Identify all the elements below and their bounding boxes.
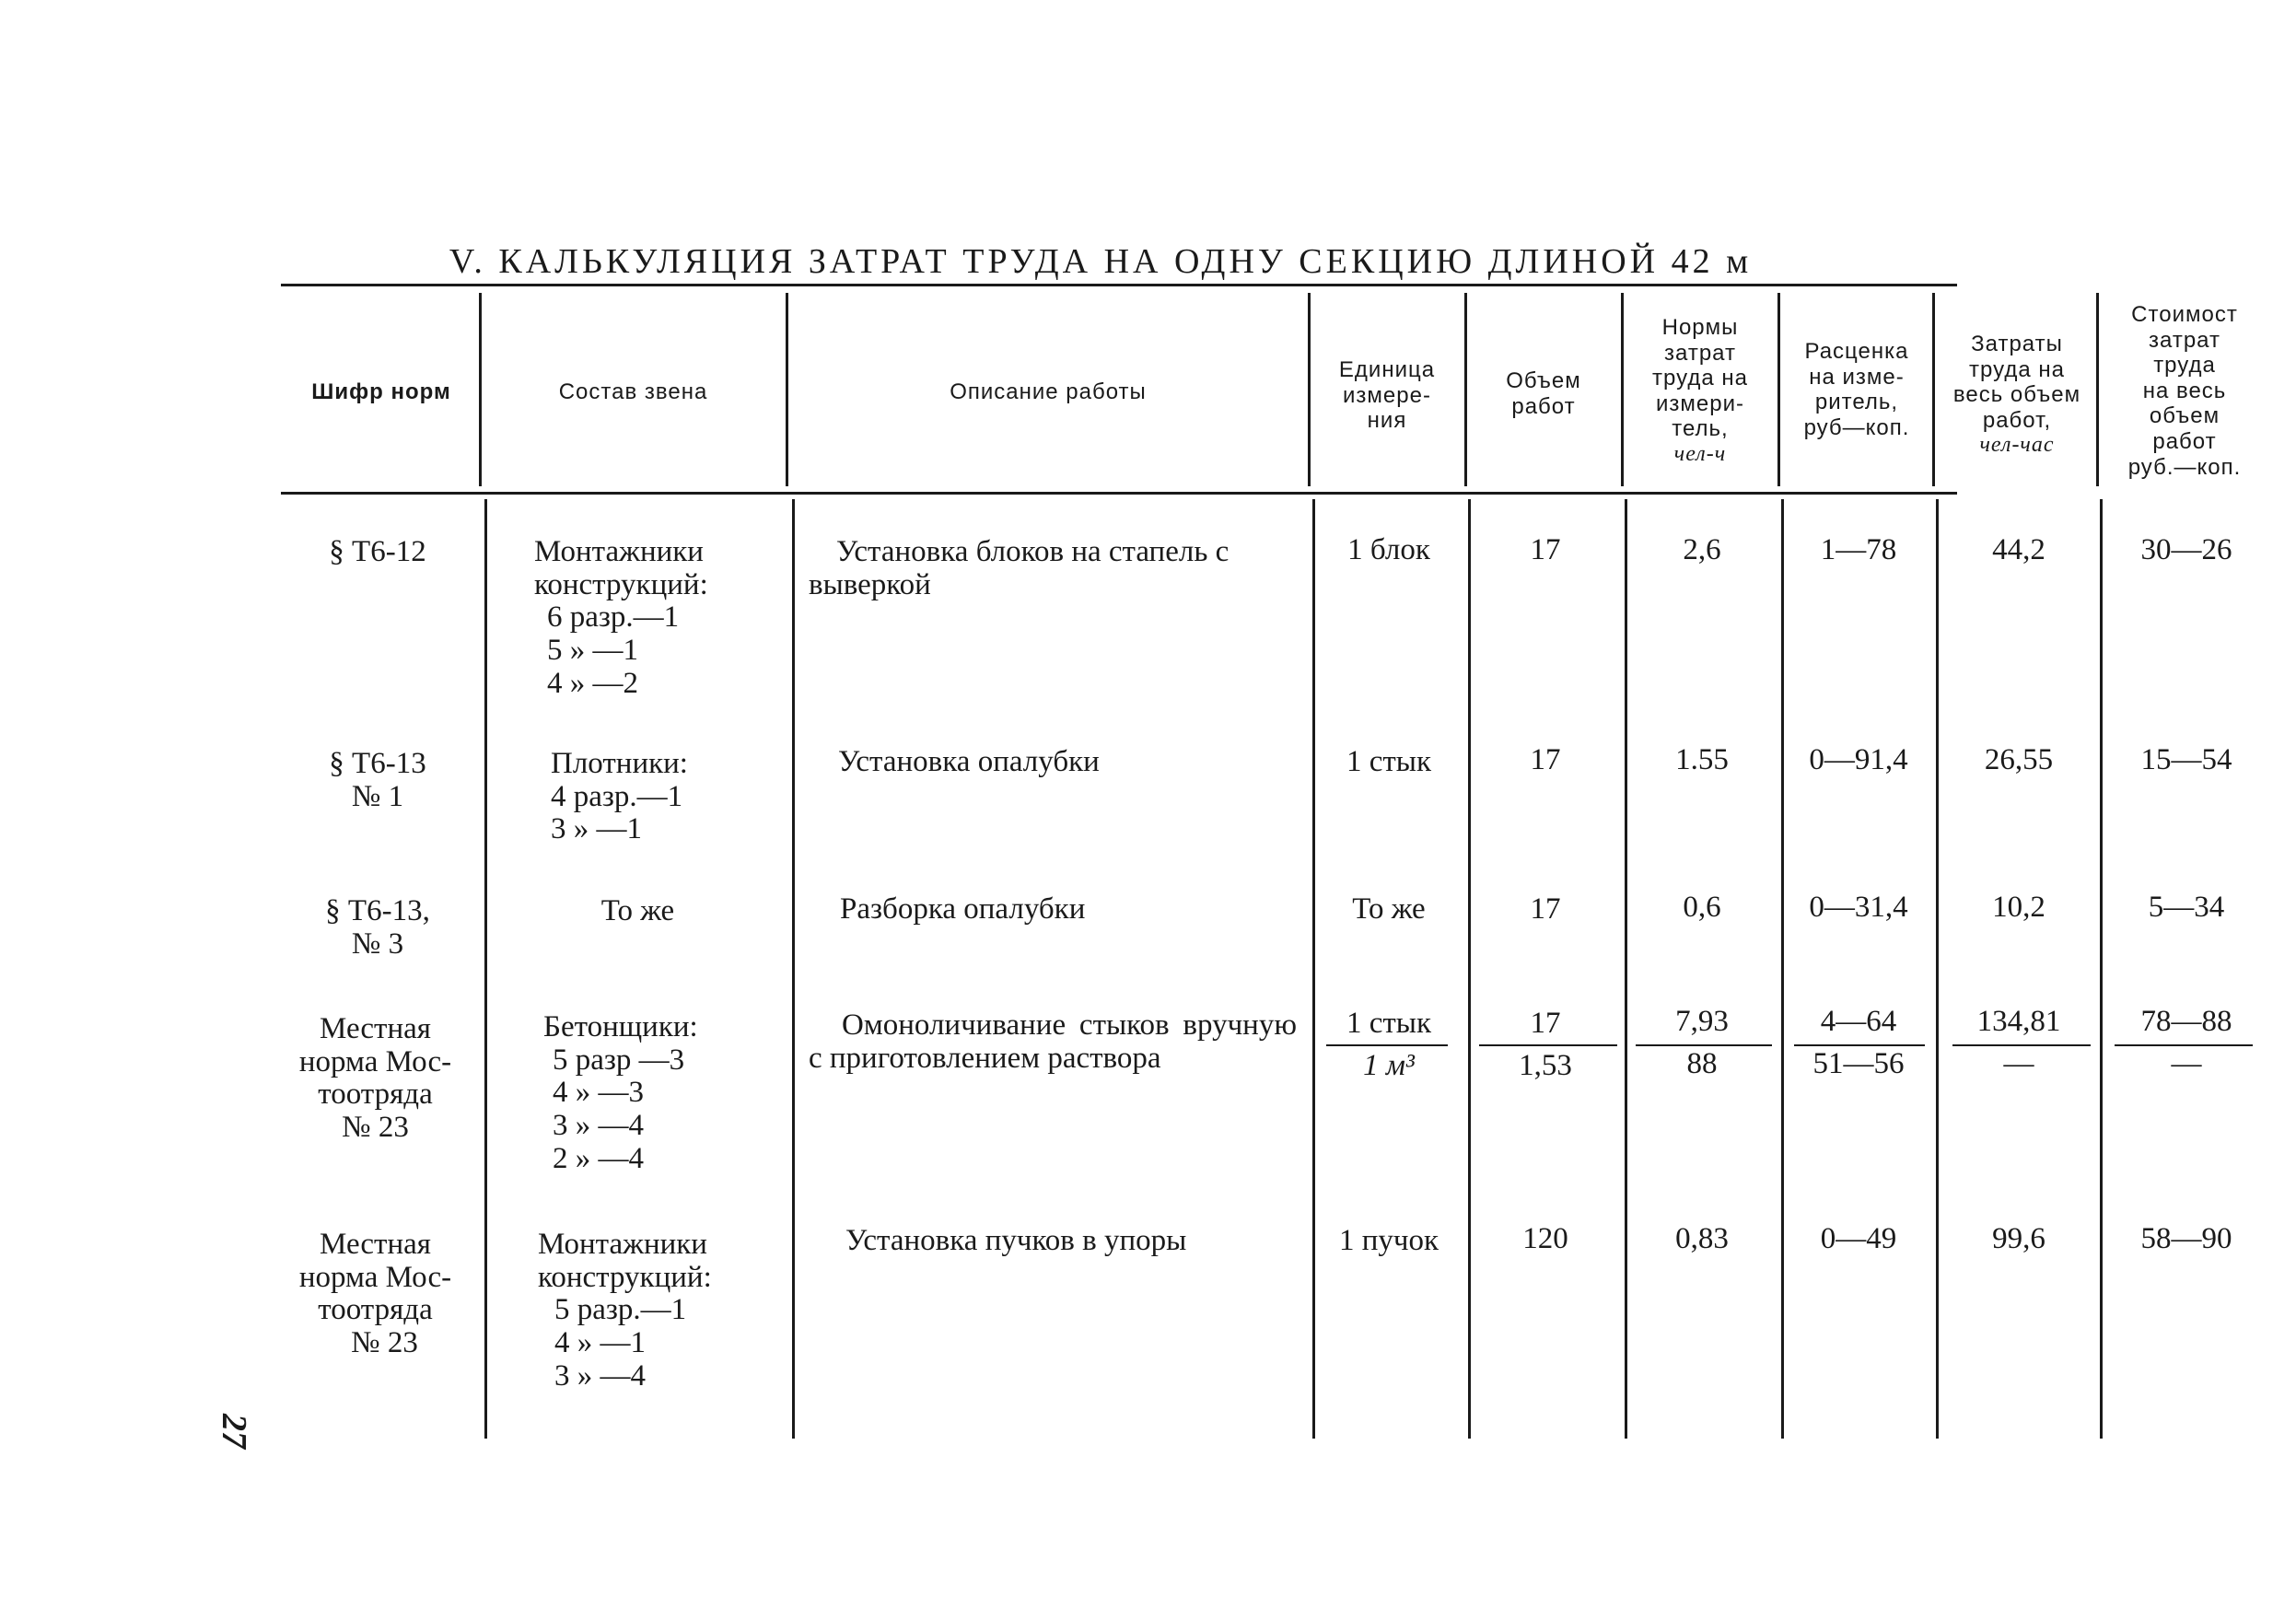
cell-edinica: 1 блок [1347,533,1430,566]
col-divider [1777,293,1780,486]
cell-rascenka: 0—31,4 [1809,891,1908,924]
fraction-bar [1952,1044,2091,1046]
cell-obem: 17 [1530,533,1561,566]
col-divider [792,499,795,1439]
cell-zatraty: 44,2 [1992,533,2045,566]
col-divider [1625,499,1627,1439]
cell-rascenka-top: 4—64 [1820,1005,1897,1038]
cell-shifr: § Т6-13, № 3 [325,894,430,961]
cell-obem: 17 [1530,892,1561,926]
cell-zatraty: 10,2 [1992,891,2045,924]
header-shifr: Шифр норм [311,379,451,404]
cell-obem-bottom: 1,53 [1519,1049,1572,1082]
cell-obem: 17 [1530,743,1561,776]
page-number: 27 [215,1414,253,1449]
cell-zatraty-bottom: — [2003,1047,2034,1080]
cell-rascenka-bottom: 51—56 [1812,1047,1905,1080]
cell-normy: 1.55 [1675,743,1729,776]
cell-stoimost: 30—26 [2140,533,2232,566]
col-divider [1312,499,1315,1439]
col-divider [786,293,788,486]
cell-edinica: 1 стык [1346,745,1432,778]
header-edinica: Единица измере- ния [1338,357,1436,434]
cell-normy-top: 7,93 [1675,1005,1729,1038]
cell-shifr: Местная норма Мос- тоотряда № 23 [298,1012,452,1144]
cell-shifr: Местная норма Мос- тоотряда № 23 [298,1228,452,1359]
cell-normy: 0,6 [1683,891,1721,924]
header-zatraty: Затраты труда на весь объем работ, чел-час [1952,332,2081,458]
header-opisanie: Описание работы [950,379,1147,404]
col-divider [1932,293,1935,486]
header-rascenka: Расценка на изме- ритель, руб—коп. [1803,339,1910,440]
header-rule [281,492,1957,495]
col-divider [1781,499,1784,1439]
cell-zatraty: 26,55 [1984,743,2054,776]
col-divider [1936,499,1939,1439]
cell-zatraty-top: 134,81 [1976,1005,2061,1038]
fraction-bar [1326,1044,1448,1046]
cell-stoimost: 5—34 [2148,891,2225,924]
cell-opisanie: Установка блоков на стапель с выверкой [809,535,1230,601]
col-divider [1621,293,1624,486]
col-divider [1468,499,1471,1439]
cell-opisanie: Омоноличивание стыков вручную с приготовлением раствора [809,1008,1297,1075]
cell-sostav: Бетонщики: 5 разр —3 4 » —3 3 » —4 2 » —4 [543,1010,698,1175]
cell-edinica: То же [1352,892,1426,926]
cell-normy-bottom: 88 [1686,1047,1718,1080]
cell-sostav: Плотники: 4 разр.—1 3 » —1 [551,747,688,846]
header-stoimost: Стоимост затрат труда на весь объем работ руб.—коп. [2127,302,2242,480]
cell-normy: 2,6 [1683,533,1721,566]
cell-stoimost-top: 78—88 [2140,1005,2232,1038]
col-divider [1308,293,1311,486]
col-divider [2100,499,2103,1439]
cell-stoimost-bottom: — [2171,1047,2202,1080]
cell-stoimost: 58—90 [2140,1222,2232,1255]
cell-sostav: То же [600,894,675,927]
cell-opisanie: Установка пучков в упоры [845,1224,1187,1257]
cell-obem: 120 [1522,1222,1568,1255]
fraction-bar [2115,1044,2253,1046]
cell-rascenka: 0—49 [1820,1222,1897,1255]
fraction-bar [1479,1044,1617,1046]
cell-obem-top: 17 [1530,1007,1561,1040]
fraction-bar [1794,1044,1925,1046]
cell-sostav: Монтажники конструкций: 6 разр.—1 5 » —1 4 » —2 [534,535,708,700]
cell-rascenka: 0—91,4 [1809,743,1908,776]
cell-edinica-top: 1 стык [1346,1007,1432,1040]
header-obem: Объем работ [1506,368,1581,419]
cell-opisanie: Разборка опалубки [840,892,1086,926]
cell-shifr: § Т6-13 № 1 [329,747,426,813]
cell-zatraty: 99,6 [1992,1222,2045,1255]
top-rule [281,284,1957,286]
cell-shifr: § Т6-12 [329,535,426,568]
cell-sostav: Монтажники конструкций: 5 разр.—1 4 » —1 3 » —4 [538,1228,712,1393]
cell-normy: 0,83 [1675,1222,1729,1255]
col-divider [1464,293,1467,486]
cell-rascenka: 1—78 [1820,533,1897,566]
header-sostav: Состав звена [558,379,708,404]
header-normy: Нормы затрат труда на измери- тель, чел-ч [1652,315,1748,466]
col-divider [479,293,482,486]
cell-opisanie: Установка опалубки [838,745,1100,778]
cell-edinica-bottom: 1 м³ [1363,1049,1415,1082]
cell-edinica: 1 пучок [1338,1224,1439,1257]
fraction-bar [1636,1044,1772,1046]
table-title: V. КАЛЬКУЛЯЦИЯ ЗАТРАТ ТРУДА НА ОДНУ СЕКЦИЮ ДЛИНОЙ 42 м [449,242,1753,281]
col-divider [484,499,487,1439]
cell-stoimost: 15—54 [2140,743,2232,776]
